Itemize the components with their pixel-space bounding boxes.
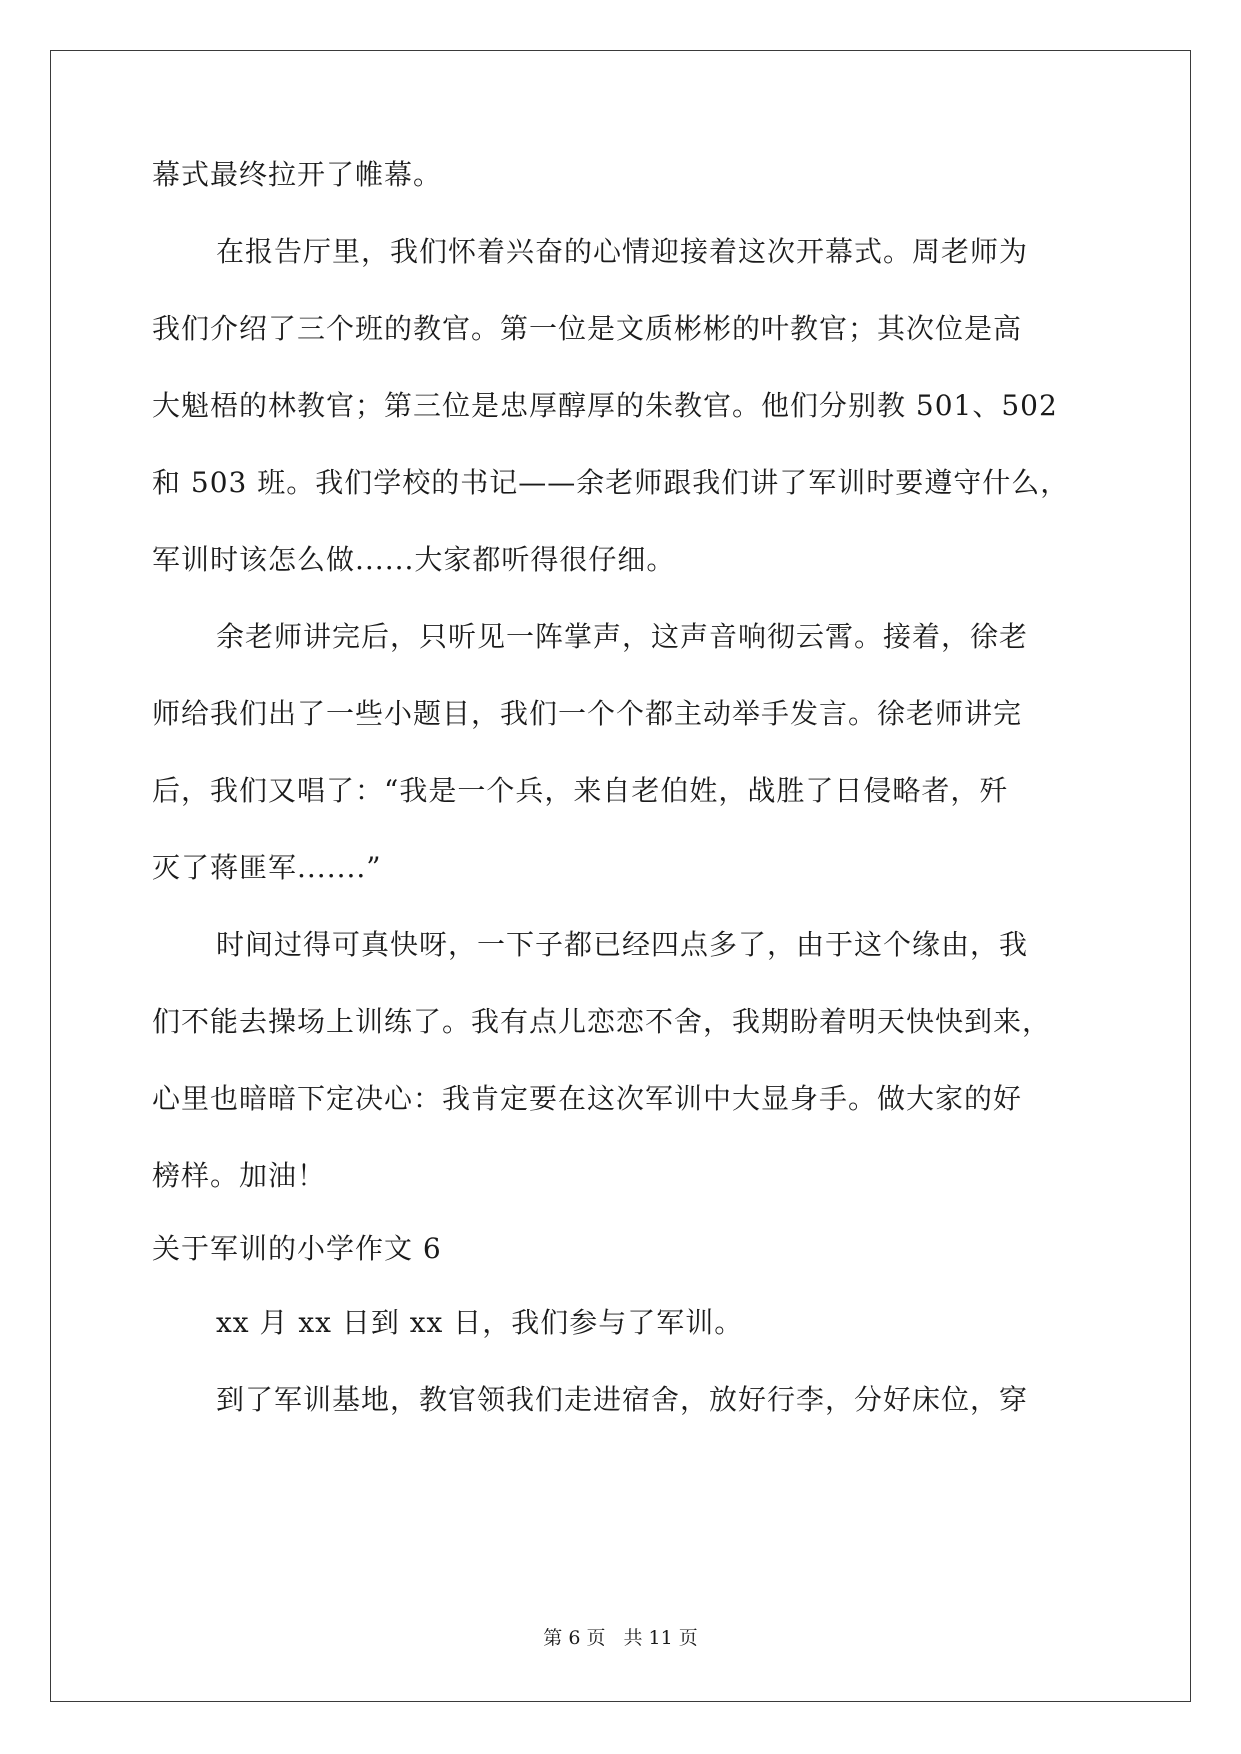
section-heading: 关于军训的小学作文 6 <box>152 1232 442 1265</box>
paragraph-line: 到了军训基地，教官领我们走进宿舍，放好行李，分好床位，穿 <box>216 1383 1029 1416</box>
paragraph-line: 灭了蒋匪军.......” <box>152 851 382 884</box>
page-number: 第 6 页 <box>543 1627 606 1649</box>
paragraph-line: 师给我们出了一些小题目，我们一个个都主动举手发言。徐老师讲完 <box>152 697 1023 730</box>
paragraph-line: 心里也暗暗下定决心：我肯定要在这次军训中大显身手。做大家的好 <box>152 1082 1023 1115</box>
paragraph-line: 们不能去操场上训练了。我有点儿恋恋不舍，我期盼着明天快快到来， <box>152 1005 1052 1038</box>
paragraph-line: 军训时该怎么做......大家都听得很仔细。 <box>152 543 676 576</box>
paragraph-line: 余老师讲完后，只听见一阵掌声，这声音响彻云霄。接着，徐老 <box>216 620 1029 653</box>
page-footer <box>0 1626 1241 1650</box>
paragraph-line: 后，我们又唱了：“我是一个兵，来自老伯姓，战胜了日侵略者，歼 <box>152 774 1009 807</box>
paragraph-line: 和 503 班。我们学校的书记——余老师跟我们讲了军训时要遵守什么， <box>152 466 1070 499</box>
paragraph-line: xx 月 xx 日到 xx 日，我们参与了军训。 <box>216 1306 744 1339</box>
page-total: 共 11 页 <box>623 1627 698 1649</box>
paragraph-line: 时间过得可真快呀，一下子都已经四点多了，由于这个缘由，我 <box>216 928 1029 961</box>
paragraph-line: 在报告厅里，我们怀着兴奋的心情迎接着这次开幕式。周老师为 <box>216 235 1029 268</box>
paragraph-line: 大魁梧的林教官；第三位是忠厚醇厚的朱教官。他们分别教 501、502 <box>152 389 1058 422</box>
paragraph-line: 幕式最终拉开了帷幕。 <box>152 158 443 191</box>
paragraph-line: 我们介绍了三个班的教官。第一位是文质彬彬的叶教官；其次位是高 <box>152 312 1023 345</box>
paragraph-line: 榜样。加油！ <box>152 1159 327 1192</box>
